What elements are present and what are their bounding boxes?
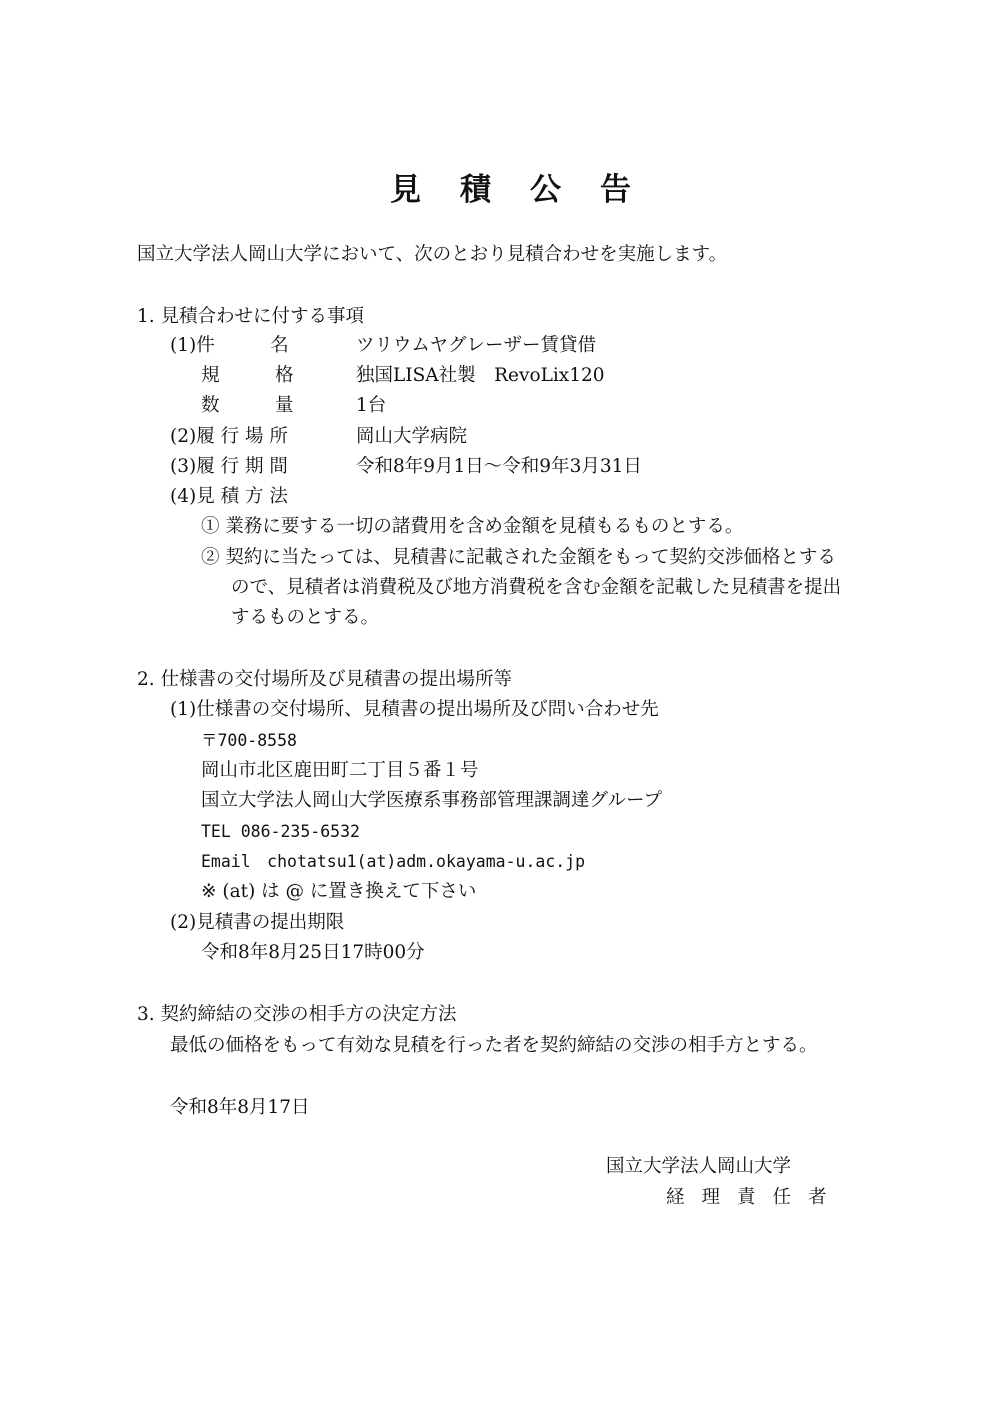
postal-code: 〒700-8558 — [201, 731, 297, 750]
place-label: (2)履 行 場 所 — [170, 426, 288, 447]
email-note: ※ (at) は @ に置き換えて下さい — [201, 881, 477, 902]
issuer-organization: 国立大学法人岡山大学 — [606, 1156, 792, 1177]
item-name-value: ツリウムヤグレーザー賃貸借 — [356, 335, 596, 356]
method-point2-line2: ので、見積者は消費税及び地方消費税を含む金額を記載した見積書を提出 — [231, 577, 842, 598]
spec-value: 独国LISA社製 RevoLix120 — [356, 365, 605, 386]
period-value: 令和8年9月1日～令和9年3月31日 — [356, 456, 642, 477]
contact-label: (1)仕様書の交付場所、見積書の提出場所及び問い合わせ先 — [170, 699, 659, 720]
deadline-value: 令和8年8月25日17時00分 — [201, 942, 425, 963]
telephone: TEL 086-235-6532 — [201, 822, 360, 841]
place-value: 岡山大学病院 — [356, 426, 468, 447]
section2-heading: 2. 仕様書の交付場所及び見積書の提出場所等 — [137, 669, 513, 690]
spec-label: 規 格 — [201, 365, 294, 386]
method-point2-line1: ② 契約に当たっては、見積書に記載された金額をもって契約交渉価格とする — [201, 547, 836, 568]
method-point2-line3: するものとする。 — [231, 607, 380, 628]
intro-text: 国立大学法人岡山大学において、次のとおり見積合わせを実施します。 — [137, 244, 728, 265]
address: 岡山市北区鹿田町二丁目５番１号 — [201, 760, 479, 781]
page-title: 見積公告 — [390, 172, 670, 208]
quantity-value: 1台 — [356, 395, 387, 416]
notice-date: 令和8年8月17日 — [170, 1097, 310, 1118]
deadline-label: (2)見積書の提出期限 — [170, 912, 345, 933]
item-name-label: (1)件 名 — [170, 335, 289, 356]
office-name: 国立大学法人岡山大学医療系事務部管理課調達グループ — [201, 790, 663, 811]
issuer-officer: 経理責任者 — [666, 1187, 844, 1208]
section1-heading: 1. 見積合わせに付する事項 — [137, 306, 365, 327]
section3-heading: 3. 契約締結の交渉の相手方の決定方法 — [137, 1004, 457, 1025]
method-label: (4)見 積 方 法 — [170, 486, 288, 507]
quantity-label: 数 量 — [201, 395, 294, 416]
section3-body: 最低の価格をもって有効な見積を行った者を契約締結の交渉の相手方とする。 — [170, 1035, 818, 1056]
email-address: Email chotatsu1(at)adm.okayama-u.ac.jp — [201, 852, 586, 871]
period-label: (3)履 行 期 間 — [170, 456, 288, 477]
method-point1: ① 業務に要する一切の諸費用を含め金額を見積もるものとする。 — [201, 516, 744, 537]
